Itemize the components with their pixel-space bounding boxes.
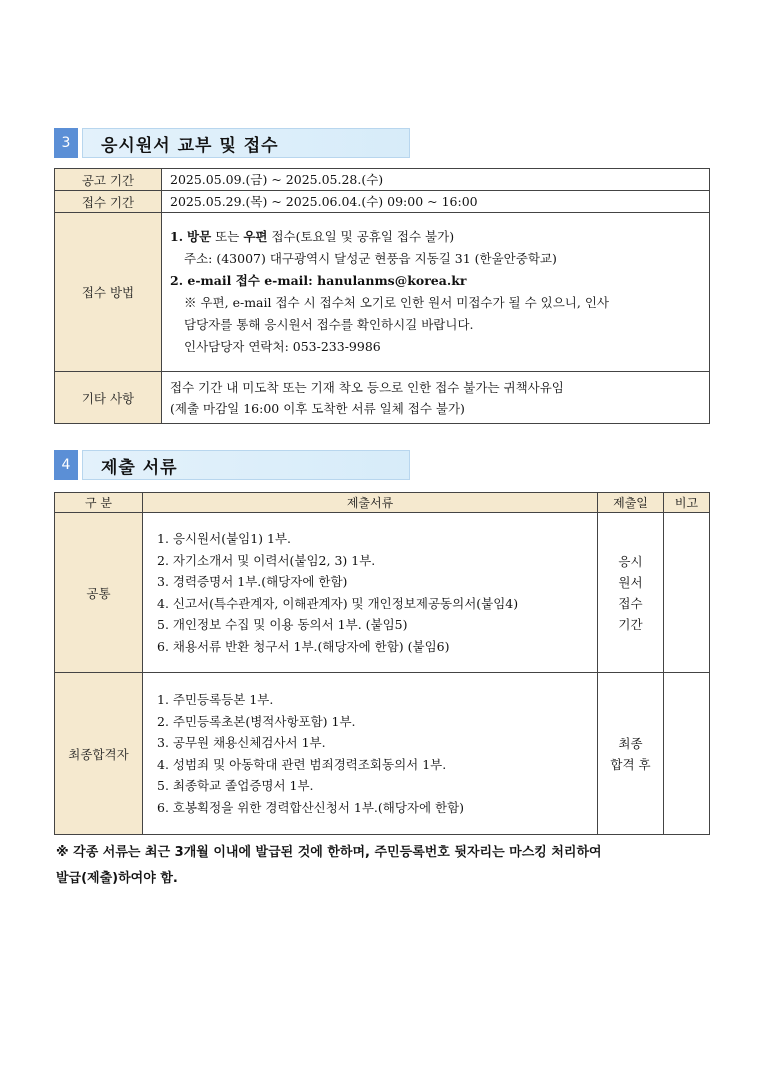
notice-period-value: 2025.05.09.(금) ~ 2025.05.28.(수) <box>162 169 710 191</box>
method-visit-line: 1. 방문 또는 우편 접수(토요일 및 공휴일 접수 불가) <box>170 229 455 244</box>
final-remark <box>664 673 710 835</box>
final-submit-date: 최종 합격 후 <box>598 673 664 835</box>
section-3-header <box>54 128 410 158</box>
section-4-title: 제출 서류 <box>82 450 410 480</box>
header-category: 구 분 <box>55 493 143 513</box>
etc-line-2: (제출 마감일 16:00 이후 도착한 서류 일체 접수 불가) <box>170 400 465 416</box>
footnote-line-1: ※ 각종 서류는 최근 3개월 이내에 발급된 것에 한하며, 주민등록번호 뒷자리는 마스킹 처리하여 <box>56 845 602 860</box>
footnote-line-2: 발급(제출)하여야 함. <box>56 871 178 886</box>
method-email: 2. e-mail 접수 e-mail: hanulanms@korea.kr <box>170 273 467 288</box>
list-item: 4. 신고서(특수관계자, 이해관계자) 및 개인정보제공동의서(붙임4) <box>157 595 519 611</box>
documents-table <box>54 492 710 835</box>
receipt-method-label: 접수 방법 <box>55 213 162 372</box>
list-item: 3. 경력증명서 1부.(해당자에 한함) <box>157 574 348 589</box>
receipt-period-row <box>55 191 710 213</box>
list-item: 1. 응시원서(붙임1) 1부. <box>157 531 292 546</box>
method-note-line-2: 담당자를 통해 응시원서 접수를 확인하시길 바랍니다. <box>184 317 474 332</box>
header-documents: 제출서류 <box>143 493 598 513</box>
method-note-line-1: ※ 우편, e-mail 접수 시 접수처 오기로 인한 원서 미접수가 될 수 있으니, 인사 <box>184 295 609 310</box>
documents-header-row <box>55 493 710 513</box>
common-submit-date: 응시 원서 접수 기간 <box>598 513 664 673</box>
list-item: 6. 채용서류 반환 청구서 1부.(해당자에 한함) (붙임6) <box>157 638 450 654</box>
receipt-method-row <box>55 213 710 372</box>
list-item: 5. 개인정보 수집 및 이용 동의서 1부. (붙임5) <box>157 617 408 632</box>
common-docs-row <box>55 513 710 673</box>
method-mail: 우편 <box>243 229 268 244</box>
list-item: 6. 호봉획정을 위한 경력합산신청서 1부.(해당자에 한함) <box>157 799 465 815</box>
method-address: 주소: (43007) 대구광역시 달성군 현풍읍 지동길 31 (한울안중학교) <box>184 251 557 266</box>
list-item: 4. 성범죄 및 아동학대 관련 범죄경력조회동의서 1부. <box>157 756 447 772</box>
common-label: 공통 <box>55 513 143 673</box>
list-item: 3. 공무원 채용신체검사서 1부. <box>157 735 326 750</box>
etc-label: 기타 사항 <box>55 372 162 424</box>
receipt-method-value <box>162 213 710 372</box>
list-item: 2. 자기소개서 및 이력서(붙임2, 3) 1부. <box>157 552 376 568</box>
application-table <box>54 168 710 424</box>
final-docs-row <box>55 673 710 835</box>
method-contact: 인사담당자 연락처: 053-233-9986 <box>184 339 381 354</box>
header-submit-date: 제출일 <box>598 493 664 513</box>
footnote <box>56 840 716 892</box>
list-item: 2. 주민등록초본(병적사항포함) 1부. <box>157 713 356 729</box>
receipt-period-label: 접수 기간 <box>55 191 162 213</box>
list-item: 5. 최종학교 졸업증명서 1부. <box>157 778 314 793</box>
common-docs-list <box>143 513 598 673</box>
section-4-header <box>54 450 410 480</box>
section-4-number: 4 <box>54 450 78 480</box>
notice-period-row <box>55 169 710 191</box>
final-label: 최종합격자 <box>55 673 143 835</box>
etc-line-1: 접수 기간 내 미도착 또는 기재 착오 등으로 인한 접수 불가는 귀책사유임 <box>170 379 564 395</box>
etc-value <box>162 372 710 424</box>
section-3-title: 응시원서 교부 및 접수 <box>82 128 410 158</box>
header-remark: 비고 <box>664 493 710 513</box>
common-remark <box>664 513 710 673</box>
receipt-period-value: 2025.05.29.(목) ~ 2025.06.04.(수) 09:00 ~ 16:00 <box>162 191 710 213</box>
method-visit: 방문 <box>187 229 212 244</box>
list-item: 1. 주민등록등본 1부. <box>157 692 274 707</box>
section-3-number: 3 <box>54 128 78 158</box>
etc-row <box>55 372 710 424</box>
notice-period-label: 공고 기간 <box>55 169 162 191</box>
final-docs-list <box>143 673 598 835</box>
